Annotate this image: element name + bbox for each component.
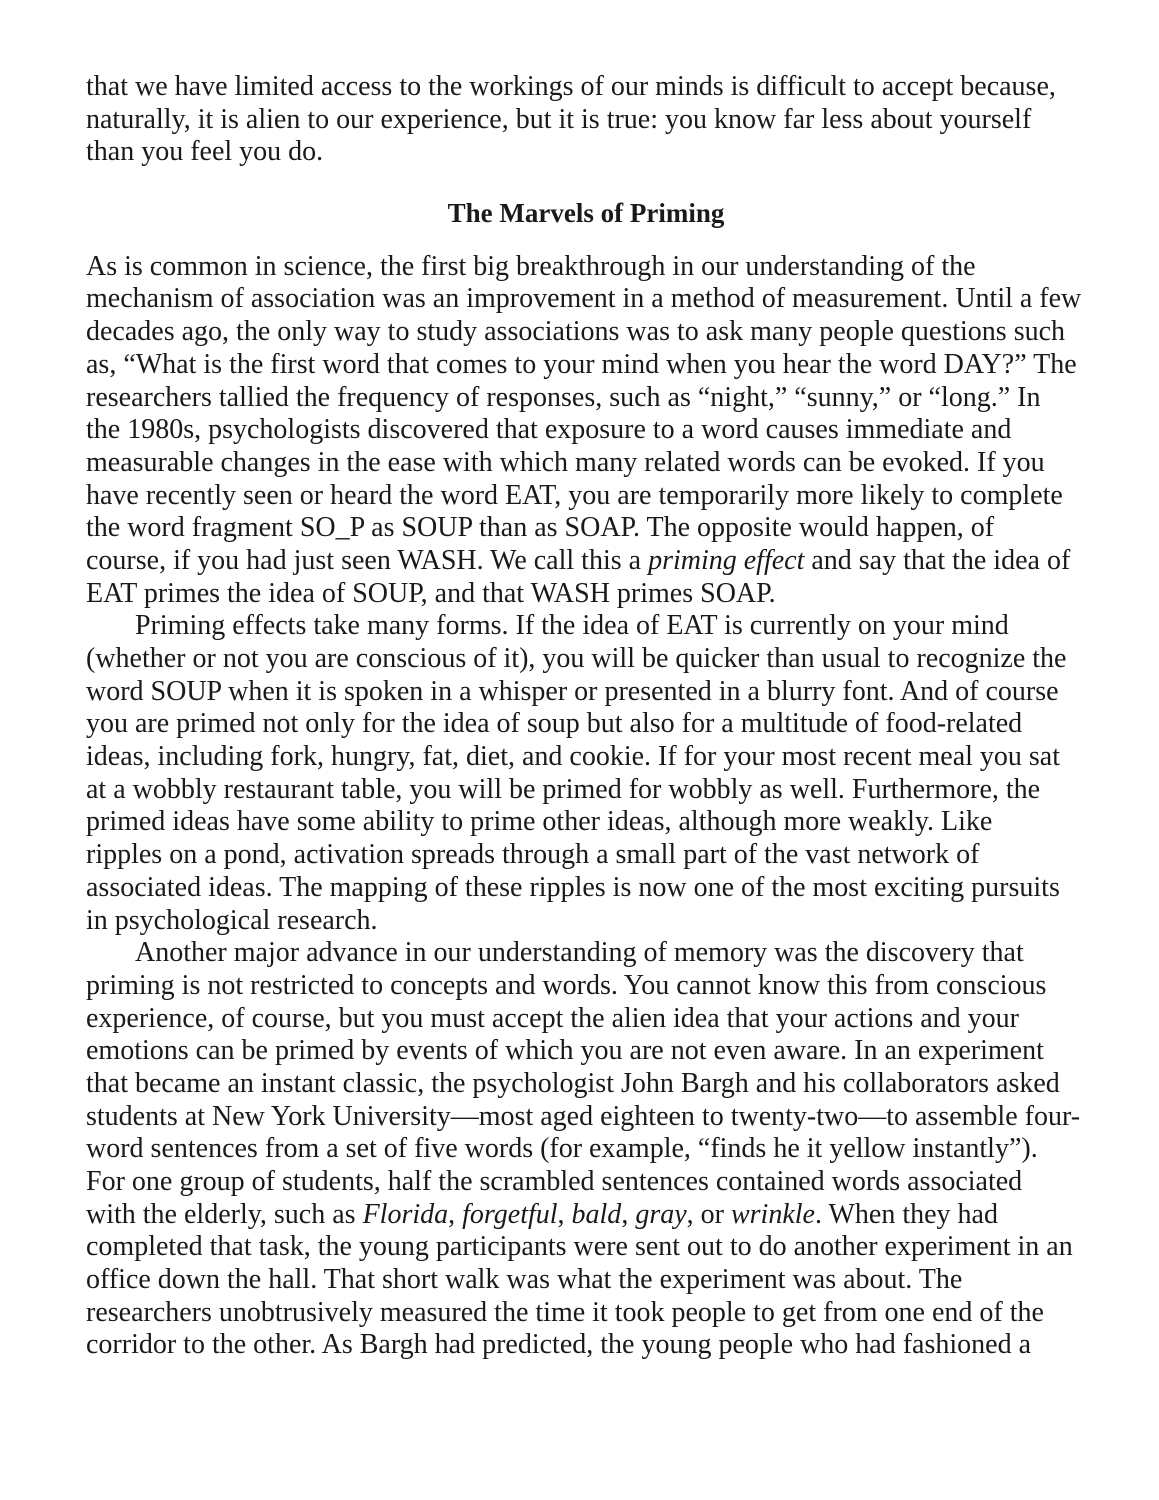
- text-line: Priming effects take many forms. If the idea of EAT is currently on your mind: [135, 610, 1009, 642]
- italic-term: priming effect: [648, 544, 805, 576]
- text-span: and say that the idea of: [804, 544, 1071, 576]
- text-span: course, if you had just seen WASH. We call this a: [86, 544, 649, 576]
- text-line: that became an instant classic, the psychologist John Bargh and his collaborators asked: [86, 1067, 1060, 1099]
- intro-paragraph: [86, 71, 1086, 169]
- text-line: in psychological research.: [86, 904, 378, 936]
- text-line: word SOUP when it is spoken in a whisper or presented in a blurry font. And of course: [86, 675, 1059, 707]
- italic-term: Florida: [362, 1198, 449, 1230]
- text-span: ,: [621, 1198, 636, 1230]
- text-line: students at New York University—most aged eighteen to twenty-two—to assemble four-: [86, 1100, 1081, 1132]
- text-line: as, “What is the first word that comes to your mind when you hear the word DAY?” The: [86, 348, 1077, 380]
- text-line: ideas, including fork, hungry, fat, diet, and cookie. If for your most recent meal you sat: [86, 741, 1061, 773]
- document-page: [86, 71, 1086, 1362]
- text-line: (whether or not you are conscious of it), you will be quicker than usual to recognize the: [86, 643, 1067, 674]
- text-span: with the elderly, such as: [86, 1198, 363, 1230]
- paragraph-3: [86, 937, 1086, 1362]
- text-line: EAT primes the idea of SOUP, and that WASH primes SOAP.: [86, 577, 776, 609]
- text-line: the word fragment SO_P as SOUP than as SOAP. The opposite would happen, of: [86, 512, 995, 544]
- text-line: primed ideas have some ability to prime other ideas, although more weakly. Like: [86, 806, 993, 838]
- text-span: , or: [686, 1198, 731, 1230]
- text-line: researchers unobtrusively measured the time it took people to get from one end of the: [86, 1296, 1044, 1328]
- text-line: naturally, it is alien to our experience, but it is true: you know far less about yourself: [86, 103, 1032, 135]
- text-line: measurable changes in the ease with which many related words can be evoked. If you: [86, 446, 1045, 478]
- italic-term: gray: [635, 1198, 687, 1230]
- text-line: at a wobbly restaurant table, you will be primed for wobbly as well. Furthermore, the: [86, 773, 1041, 805]
- text-line: than you feel you do.: [86, 136, 324, 168]
- text-line: office down the hall. That short walk was what the experiment was about. The: [86, 1264, 963, 1296]
- italic-term: wrinkle: [730, 1198, 815, 1230]
- text-line: Another major advance in our understanding of memory was the discovery that: [135, 937, 1024, 969]
- text-line: priming is not restricted to concepts and words. You cannot know this from conscious: [86, 969, 1047, 1001]
- text-line: [86, 545, 1086, 578]
- text-span: . When they had: [814, 1198, 998, 1230]
- text-line: mechanism of association was an improvement in a method of measurement. Until a few: [86, 283, 1082, 315]
- italic-term: bald: [571, 1198, 622, 1230]
- text-line: that we have limited access to the workings of our minds is difficult to accept because,: [86, 71, 1056, 102]
- text-line: decades ago, the only way to study associations was to ask many people questions such: [86, 316, 1066, 348]
- italic-term: forgetful: [462, 1198, 558, 1230]
- text-line: As is common in science, the first big breakthrough in our understanding of the: [86, 250, 976, 282]
- text-line: word sentences from a set of five words (for example, “finds he it yellow instantly”).: [86, 1133, 1038, 1165]
- text-line: researchers tallied the frequency of responses, such as “night,” “sunny,” or “long.” In: [86, 381, 1041, 413]
- text-line: experience, of course, but you must accept the alien idea that your actions and your: [86, 1002, 1019, 1034]
- paragraph-1: [86, 251, 1086, 611]
- section-heading: The Marvels of Priming: [447, 198, 725, 229]
- text-line: you are primed not only for the idea of soup but also for a multitude of food-related: [86, 708, 1023, 740]
- text-line: the 1980s, psychologists discovered that exposure to a word causes immediate and: [86, 414, 1012, 446]
- text-line: completed that task, the young participants were sent out to do another experiment in an: [86, 1231, 1073, 1263]
- paragraph-2: [86, 610, 1086, 937]
- text-line: [86, 1199, 1086, 1232]
- text-span: ,: [448, 1198, 463, 1230]
- text-line: associated ideas. The mapping of these ripples is now one of the most exciting pursuits: [86, 871, 1060, 903]
- text-line: corridor to the other. As Bargh had predicted, the young people who had fashioned a: [86, 1329, 1032, 1361]
- text-span: ,: [557, 1198, 572, 1230]
- text-line: ripples on a pond, activation spreads through a small part of the vast network of: [86, 839, 980, 871]
- text-line: emotions can be primed by events of which you are not even aware. In an experiment: [86, 1035, 1044, 1067]
- text-line: have recently seen or heard the word EAT, you are temporarily more likely to complete: [86, 479, 1063, 511]
- text-line: For one group of students, half the scrambled sentences contained words associated: [86, 1166, 1023, 1197]
